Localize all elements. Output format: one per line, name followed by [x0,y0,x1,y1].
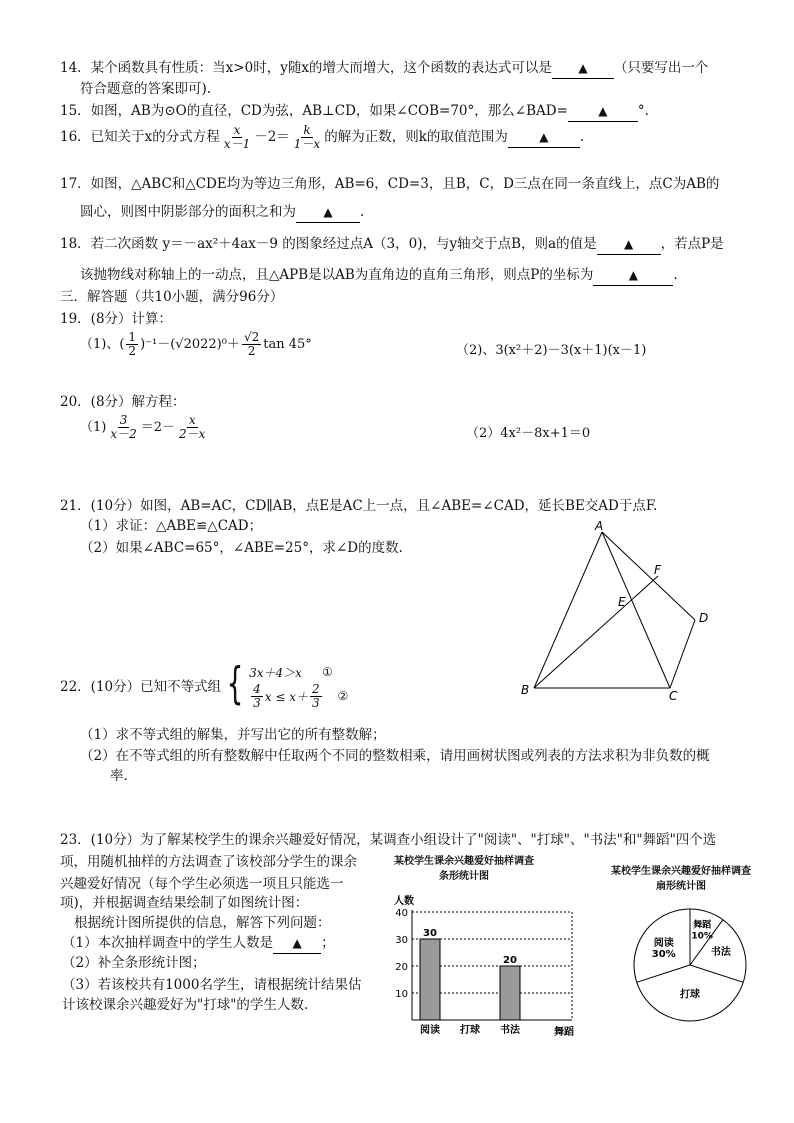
question-22-part2: （2）在不等式组的所有整数解中任取两个不同的整数相乘，请用画树状图或列表的方法求积为非负数的概 [80,748,710,764]
label-f: F [654,563,661,577]
bar [500,966,520,1020]
question-23-part1: （1）本次抽样调查中的学生人数是 ▲ ； [62,933,335,954]
fraction: $\frac{x}{x-1}$ [223,123,251,151]
segment-ac [602,532,670,688]
answer-blank[interactable]: ▲ [597,234,661,255]
question-21-part1: （1）求证：△ABE≌△CAD； [80,518,263,534]
label-d: D [699,611,709,625]
question-17: 17．如图，△ABC和△CDE均为等边三角形，AB=6，CD=3，且B，C，D三点在同一条直线上，点C为AB的 [60,176,720,192]
question-21-part2: （2）如果∠ABC=65°，∠ABE=25°，求∠D的度数. [80,540,403,556]
y-axis-label: 人数 [394,896,414,907]
question-22-part1: （1）求不等式组的解集，并写出它的所有整数解； [80,727,386,743]
question-18: 18．若二次函数 y＝－ax²＋4ax－9 的图象经过点A（3，0)，与y轴交于点B，则a的值是 ▲ ，若点P是 [60,234,724,255]
segment-ab [534,532,602,688]
segment-bf [534,576,658,688]
question-14-cont: 符合题意的答案即可). [80,81,212,97]
data-label: 30 [423,928,437,939]
bar-chart-title: 某校学生课余兴趣爱好抽样调查 条形统计图 [394,856,534,882]
pie-chart-title: 某校学生课余兴趣爱好抽样调查 扇形统计图 [611,866,751,892]
x-tick-label: 书法 [500,1025,520,1036]
question-15: 15．如图，AB为⊙O的直径，CD为弦，AB⊥CD，如果∠COB=70°，那么∠BAD= ▲ °. [60,101,649,122]
question-23-l3: 兴趣爱好情况（每个学生必须选一项且只能选一 [60,876,344,892]
answer-blank[interactable]: ▲ [508,127,580,148]
question-14: 14．某个函数具有性质：当x>0时，y随x的增大而增大，这个函数的表达式可以是 ▲ （只要写出一个 [60,58,708,79]
answer-blank[interactable]: ▲ [593,265,673,286]
question-19-title: 19．(8分）计算： [60,311,173,327]
answer-blank[interactable]: ▲ [552,58,614,79]
bar [420,939,440,1020]
question-23-l4: 项)，并根据调查结果绘制了如图统计图： [60,895,309,911]
brace: { [226,658,244,709]
fraction: $\frac{k}{1-x}$ [293,123,321,151]
data-label: 20 [503,955,517,966]
x-tick-label: 阅读 [420,1025,440,1036]
geometry-figure [520,518,720,706]
question-20-part2: （2）4x²－8x+1＝0 [466,426,591,441]
question-23: 23．(10分）为了解某校学生的课余兴趣爱好情况，某调查小组设计了"阅读"、"打球"、"书法"和"舞蹈"四个选 [60,832,717,848]
y-tick-label: 20 [395,962,408,973]
question-16: 16．已知关于x的分式方程 $\frac{x}{x-1}$ －2＝ $\frac{k}{1-x}$ 的解为正数，则k的取值范围为 ▲ . [60,123,585,151]
y-tick-label: 40 [395,908,408,919]
answer-blank[interactable]: ▲ [296,202,360,223]
question-22: 22．(10分）已知不等式组 { 3x＋4＞x ① $\frac{4}{3}$ x ≤ x＋ $\frac{2}{3}$ ② [60,658,349,710]
label-a: A [595,519,604,533]
question-22-part2-cont: 率. [110,768,128,784]
section-heading: 三．解答题（共10小题，满分96分） [60,289,284,305]
answer-blank[interactable]: ▲ [568,101,638,122]
slice-label: 打球 [680,989,700,1001]
question-17-cont: 圆心，则图中阴影部分的面积之和为 ▲ . [80,202,364,223]
pie-chart [625,900,755,1030]
question-21: 21．(10分）如图，AB=AC，CD∥AB，点E是AC上一点，且∠ABE=∠CAD，延长BE交AD于点F. [60,498,658,514]
question-23-part2: （2）补全条形统计图； [62,955,206,971]
x-tick-label: 舞蹈 [554,1027,574,1038]
question-19-part1: （1)、( $\frac{1}{2}$ )⁻¹－(√2022)⁰＋ $\frac{√2}{2}$ tan 45° [80,330,312,358]
y-tick-label: 30 [395,935,408,946]
slice-percent: 30% [651,948,676,960]
x-tick-label: 打球 [460,1025,480,1036]
label-c: C [669,689,678,703]
answer-blank[interactable]: ▲ [273,933,321,954]
segment-cd [670,620,695,688]
slice-label: 书法 [710,946,731,958]
segment-ad [602,532,695,620]
question-23-part3-cont: 计该校课余兴趣爱好为"打球"的学生人数. [62,997,309,1013]
slice-label: 舞蹈 [693,920,712,931]
question-20-title: 20．(8分）解方程： [60,394,186,410]
label-e: E [618,595,626,609]
slice-label: 阅读 [653,937,674,949]
y-tick-label: 10 [395,989,408,1000]
question-19-part2: （2)、3(x²＋2)－3(x＋1)(x－1) [456,343,647,358]
question-23-l2: 项，用随机抽样的方法调查了该校部分学生的课余 [60,854,357,870]
bar-chart [372,890,582,1040]
slice-percent: 10% [691,931,713,942]
question-20-part1: （1) $\frac{3}{x-2}$ ＝2－ $\frac{x}{2-x}$ [80,413,206,441]
question-23-part3: （3）若该校共有1000名学生，请根据统计结果估 [62,977,362,993]
question-18-cont: 该抛物线对称轴上的一动点，且△APB是以AB为直角边的直角三角形，则点P的坐标为 ▲ . [80,265,678,286]
question-23-l5: 根据统计图所提供的信息，解答下列问题： [74,915,331,931]
label-b: B [521,683,530,697]
